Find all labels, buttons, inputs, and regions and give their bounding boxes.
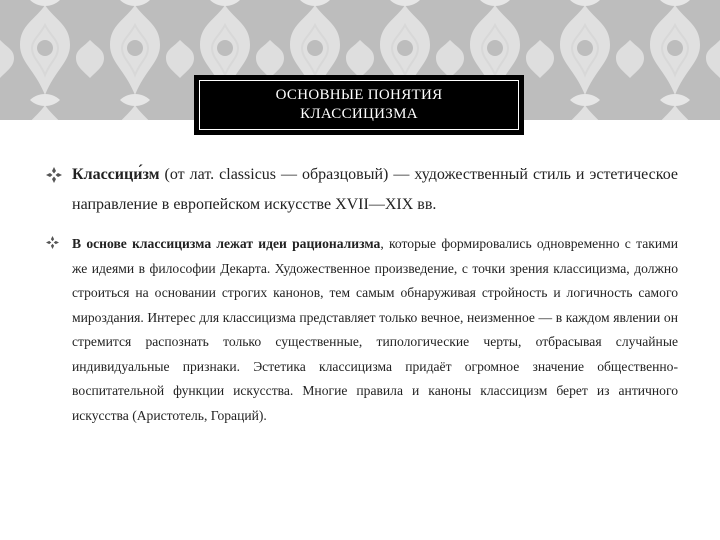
rationalism-text: , которые формировались одновременно с такими же идеями в философии Декарта. Художественное произведение, с точки зрения классицизма, должно строиться на основании строгих канонов, тем самым обнаруживая стройность и логичность самого мироздания. Интерес для классицизма представляет только вечное, неизменное — в каждом явлении он стремится распознать только существенные, типологические черты, отбрасывая случайные индивидуальные признаки. Эстетика классицизма придаёт огромное значение общественно-воспитательной функции искусства. Многие правила и каноны классицизм берет из античного искусства (Аристотель, Гораций).: [72, 236, 678, 423]
term-classicism: Классици́зм: [72, 166, 160, 183]
page-title-line-2: КЛАССИЦИЗМА: [300, 106, 418, 122]
paragraph-rationalism: [44, 232, 678, 428]
content: [44, 160, 678, 428]
title-box: [194, 75, 524, 135]
diamond-bullet-icon: [46, 167, 62, 183]
definition-text: (от лат. classicus — образцовый) — художественный стиль и эстетическое направление в европейском искусстве XVII—XIX вв.: [72, 166, 678, 213]
diamond-bullet-icon: [46, 236, 59, 249]
title-frame: [199, 80, 519, 130]
paragraph-definition: [44, 160, 678, 220]
page-title-line-1: ОСНОВНЫЕ ПОНЯТИЯ: [275, 87, 443, 103]
rationalism-lead: В основе классицизма лежат идеи рационализма: [72, 236, 381, 251]
